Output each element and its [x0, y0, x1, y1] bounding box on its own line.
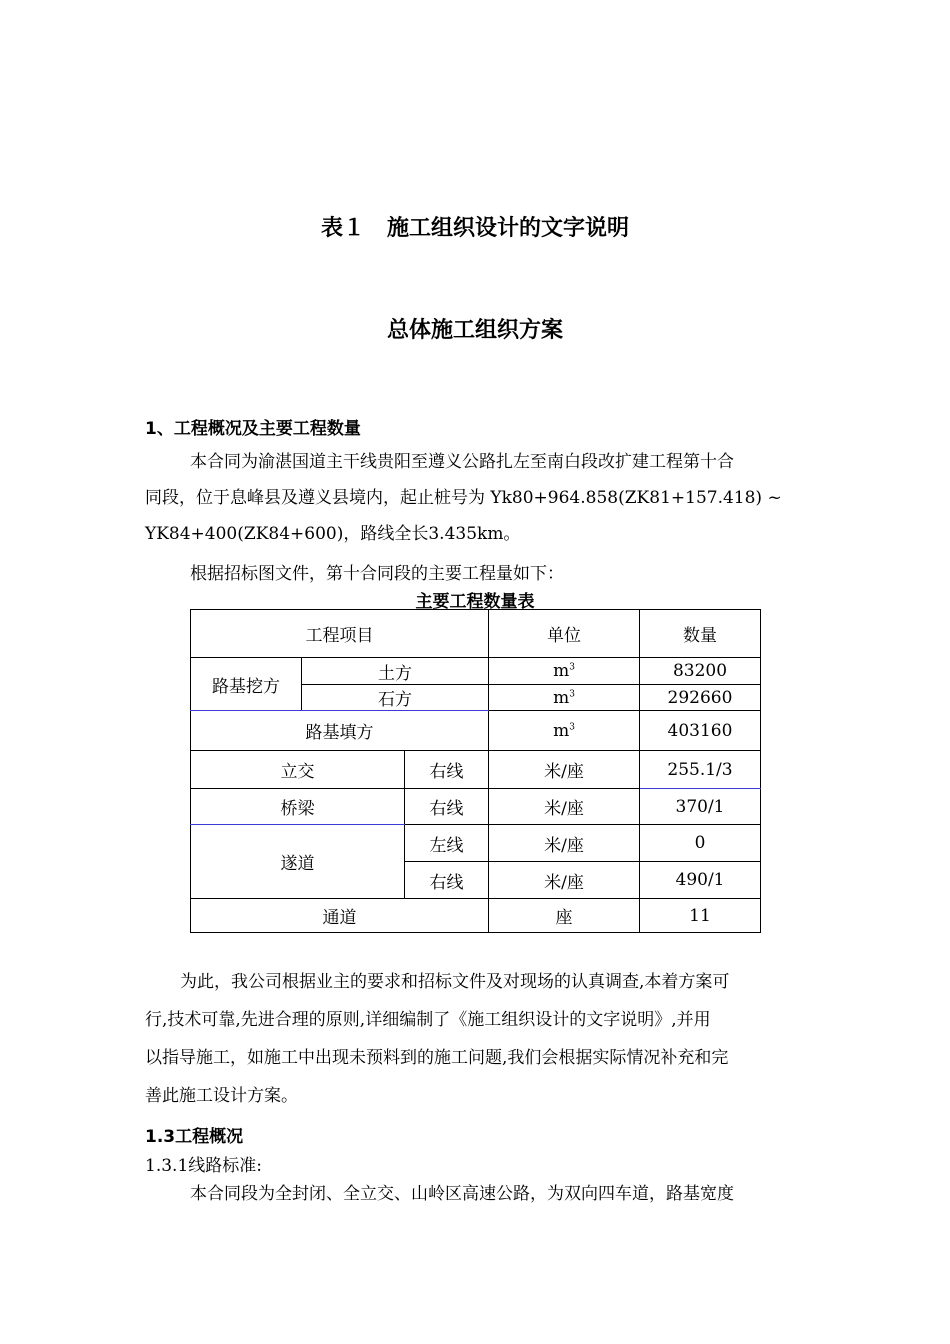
table-row [191, 789, 761, 825]
quantity-table [190, 609, 761, 933]
cell-qty: 255.1/3 [640, 751, 761, 789]
paragraph-line: YK84+400(ZK84+600)，路线全长3.435km。 [145, 524, 521, 544]
cell-line: 右线 [405, 751, 489, 789]
section-1-3-heading: 1.3工程概况 [145, 1127, 244, 1147]
cell-unit: 米/座 [489, 862, 640, 899]
cell-soil: 土方 [302, 658, 489, 685]
cell-unit: $m^3$ [489, 685, 640, 711]
cell-unit: 座 [489, 899, 640, 933]
cell-interchange: 立交 [191, 751, 405, 789]
cell-qty: 490/1 [640, 862, 761, 899]
paragraph-line: 本合同为渝湛国道主干线贵阳至遵义公路扎左至南白段改扩建工程第十合 [190, 452, 734, 472]
paragraph-line: 行,技术可靠,先进合理的原则,详细编制了《施工组织设计的文字说明》,并用 [145, 1010, 711, 1030]
cell-passage: 通道 [191, 899, 489, 933]
cell-qty: 370/1 [640, 789, 761, 825]
cell-unit: 米/座 [489, 751, 640, 789]
paragraph-line: 根据招标图文件，第十合同段的主要工程量如下： [190, 564, 564, 584]
cell-qty: 11 [640, 899, 761, 933]
header-qty: 数量 [640, 610, 761, 658]
cell-line: 右线 [405, 789, 489, 825]
cell-subgrade-cut: 路基挖方 [191, 658, 302, 711]
paragraph-line: 为此，我公司根据业主的要求和招标文件及对现场的认真调查,本着方案可 [180, 972, 730, 992]
table-heading: 表１ 施工组织设计的文字说明 [320, 216, 629, 241]
paragraph-line: 同段，位于息峰县及遵义县境内，起止桩号为 Yk80+964.858(ZK81+157.418) ~ [145, 488, 782, 508]
paragraph-line: 本合同段为全封闭、全立交、山岭区高速公路，为双向四车道，路基宽度 [190, 1184, 734, 1204]
cell-unit: 米/座 [489, 825, 640, 862]
paragraph-line: 善此施工设计方案。 [145, 1086, 298, 1106]
table-title: 主要工程数量表 [415, 592, 535, 612]
section-1-heading: 1、工程概况及主要工程数量 [145, 419, 361, 439]
header-item: 工程项目 [191, 610, 489, 658]
header-unit: 单位 [489, 610, 640, 658]
cell-qty: 403160 [640, 711, 761, 751]
paragraph-line: 以指导施工，如施工中出现未预料到的施工问题,我们会根据实际情况补充和完 [145, 1048, 729, 1068]
cell-fill: 路基填方 [191, 711, 489, 751]
cell-line: 左线 [405, 825, 489, 862]
cell-qty: 292660 [640, 685, 761, 711]
table-header-row [191, 610, 761, 658]
subsection-heading: 1.3.1线路标准: [145, 1156, 262, 1176]
cell-tunnel: 遂道 [191, 825, 405, 899]
table-row [191, 658, 761, 685]
cell-unit: $m^3$ [489, 658, 640, 685]
cell-qty: 83200 [640, 658, 761, 685]
table-row [191, 751, 761, 789]
cell-unit: $m^3$ [489, 711, 640, 751]
cell-qty: 0 [640, 825, 761, 862]
cell-line: 右线 [405, 862, 489, 899]
cell-unit: 米/座 [489, 789, 640, 825]
cell-rock: 石方 [302, 685, 489, 711]
table-row [191, 899, 761, 933]
table-row [191, 825, 761, 862]
table-row [191, 711, 761, 751]
main-title: 总体施工组织方案 [386, 318, 563, 343]
cell-bridge: 桥梁 [191, 789, 405, 825]
